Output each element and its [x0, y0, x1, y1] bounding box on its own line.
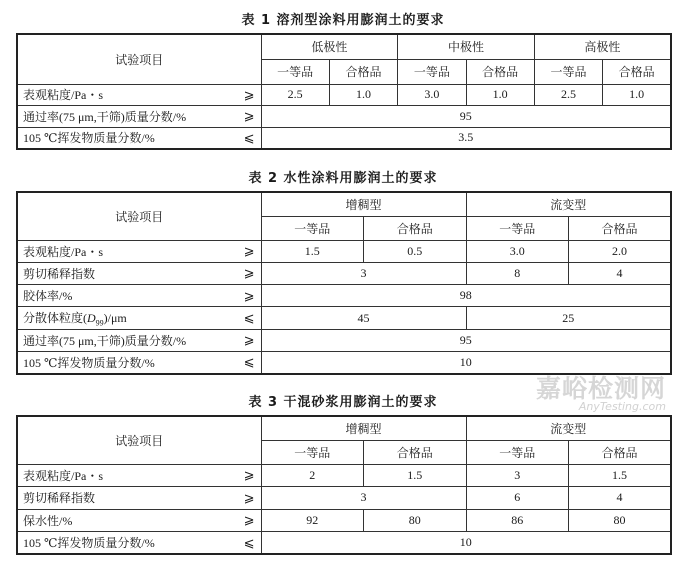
- row-label-content: [23, 265, 240, 282]
- row-label-text: 105 ℃挥发物质量分数/%: [23, 355, 155, 370]
- group-header: 中极性: [398, 34, 535, 59]
- value-cell: 95: [261, 106, 671, 128]
- row-label: [17, 307, 261, 329]
- comparison-operator: ⩾: [243, 512, 255, 528]
- row-label-content: [23, 467, 240, 484]
- row-label-text: 通过率(75 μm,干筛)质量分数/%: [23, 109, 187, 124]
- row-label-wrap: [23, 108, 255, 125]
- watermark-en: AnyTesting.com: [578, 400, 666, 413]
- value-cell: 1.0: [603, 84, 671, 106]
- table-row: [17, 464, 671, 487]
- row-label-text: 剪切稀释指数: [23, 491, 96, 506]
- table-row: [17, 240, 671, 262]
- table-row: [17, 487, 671, 510]
- row-label: [17, 262, 261, 284]
- value-cell: 95: [261, 329, 671, 351]
- watermark-cn: 嘉峪检测网: [535, 374, 666, 403]
- value-cell: 80: [569, 509, 672, 532]
- value-cell: 98: [261, 285, 671, 307]
- grade-header: 一等品: [261, 440, 364, 464]
- value-cell: 3.0: [466, 240, 569, 262]
- table-row: [17, 509, 671, 532]
- value-cell: 6: [466, 487, 569, 510]
- row-label-content: [23, 354, 240, 371]
- row-label-text: 105 ℃挥发物质量分数/%: [23, 536, 155, 550]
- comparison-operator: ⩾: [243, 489, 255, 505]
- grade-header: 合格品: [364, 440, 467, 464]
- comparison-operator: ⩾: [243, 332, 255, 348]
- table-row: [17, 532, 671, 555]
- comparison-operator: ⩽: [243, 534, 255, 550]
- value-cell: 0.5: [364, 240, 467, 262]
- value-cell: 3.5: [261, 127, 671, 149]
- grade-header: 合格品: [364, 216, 467, 240]
- grade-header: 合格品: [603, 59, 671, 84]
- item-header: 试验项目: [17, 192, 261, 240]
- row-label: [17, 240, 261, 262]
- value-cell: 1.0: [466, 84, 534, 106]
- row-label-text: 分散体粒度(: [23, 310, 87, 325]
- value-cell: 2.0: [569, 240, 672, 262]
- table-row: [17, 329, 671, 351]
- row-label-text: 保水性/%: [23, 513, 73, 528]
- item-header: 试验项目: [17, 416, 261, 464]
- grade-header: 一等品: [534, 59, 602, 84]
- group-header: 高极性: [534, 34, 671, 59]
- row-label-suffix: )/μm: [103, 310, 127, 325]
- row-label: [17, 127, 261, 149]
- grade-header: 一等品: [466, 216, 569, 240]
- row-label: [17, 509, 261, 532]
- value-cell: 3.0: [398, 84, 466, 106]
- row-label-wrap: [23, 534, 255, 551]
- row-label-content: [23, 243, 240, 260]
- comparison-operator: ⩽: [243, 310, 255, 326]
- row-label-wrap: [23, 243, 255, 260]
- value-cell: 3: [261, 487, 466, 510]
- comparison-operator: ⩾: [243, 243, 255, 259]
- value-cell: 1.0: [329, 84, 397, 106]
- grade-header: 一等品: [466, 440, 569, 464]
- group-header: 增稠型: [261, 192, 466, 216]
- table-row: [17, 351, 671, 373]
- table-title: 表 3 干混砂浆用膨润土的要求: [248, 395, 438, 410]
- comparison-operator: ⩾: [243, 467, 255, 483]
- row-label: [17, 329, 261, 351]
- row-label-wrap: [23, 265, 255, 282]
- row-label-text: 表观粘度/Pa・s: [23, 88, 104, 103]
- row-label-content: [23, 512, 240, 529]
- row-label-content: [23, 108, 240, 125]
- value-cell: 2.5: [261, 84, 329, 106]
- value-cell: 3: [261, 262, 466, 284]
- row-label-wrap: [23, 512, 255, 529]
- row-label-text: 105 ℃挥发物质量分数/%: [23, 131, 155, 145]
- row-label-text: 表观粘度/Pa・s: [23, 468, 104, 483]
- row-label-wrap: [23, 309, 255, 327]
- row-label-content: [23, 129, 240, 146]
- group-header: 流变型: [466, 192, 671, 216]
- value-cell: 2.5: [534, 84, 602, 106]
- requirements-table-3: [16, 415, 672, 555]
- comparison-operator: ⩾: [243, 108, 255, 124]
- row-label-text: 通过率(75 μm,干筛)质量分数/%: [23, 333, 187, 348]
- row-label-text: 表观粘度/Pa・s: [23, 244, 104, 259]
- row-label-wrap: [23, 489, 255, 506]
- row-label-content: [23, 534, 240, 551]
- value-cell: 10: [261, 351, 671, 373]
- group-header: 低极性: [261, 34, 398, 59]
- value-cell: 45: [261, 307, 466, 329]
- row-label-wrap: [23, 287, 255, 304]
- value-cell: 25: [466, 307, 671, 329]
- row-label-subscript: 99: [95, 318, 104, 328]
- row-label-content: [23, 287, 240, 304]
- row-label: [17, 351, 261, 373]
- grade-header: 合格品: [569, 216, 672, 240]
- value-cell: 1.5: [364, 464, 467, 487]
- row-label-wrap: [23, 129, 255, 146]
- grade-header: 合格品: [329, 59, 397, 84]
- row-label-wrap: [23, 332, 255, 349]
- table-row: [17, 106, 671, 128]
- row-label: [17, 487, 261, 510]
- row-label: [17, 84, 261, 106]
- grade-header: 一等品: [398, 59, 466, 84]
- row-label-content: [23, 86, 240, 103]
- header-row-groups: [17, 34, 671, 59]
- group-header: 流变型: [466, 416, 671, 440]
- table-title: 表 1 溶剂型涂料用膨润土的要求: [241, 13, 445, 28]
- item-header: 试验项目: [17, 34, 261, 84]
- comparison-operator: ⩾: [243, 287, 255, 303]
- comparison-operator: ⩾: [243, 265, 255, 281]
- table-row: [17, 84, 671, 106]
- header-row-groups: [17, 416, 671, 440]
- value-cell: 4: [569, 262, 672, 284]
- row-label: [17, 285, 261, 307]
- header-row-groups: [17, 192, 671, 216]
- table-row: [17, 285, 671, 307]
- value-cell: 4: [569, 487, 672, 510]
- row-label-content: [23, 489, 240, 506]
- comparison-operator: ⩾: [243, 86, 255, 102]
- row-label: [17, 106, 261, 128]
- requirements-table-1: [16, 33, 672, 150]
- table-row: [17, 262, 671, 284]
- grade-header: 合格品: [569, 440, 672, 464]
- row-label-symbol: D: [87, 310, 96, 325]
- table-row: [17, 127, 671, 149]
- value-cell: 1.5: [261, 240, 364, 262]
- group-header: 增稠型: [261, 416, 466, 440]
- row-label-wrap: [23, 467, 255, 484]
- value-cell: 86: [466, 509, 569, 532]
- value-cell: 1.5: [569, 464, 672, 487]
- value-cell: 10: [261, 532, 671, 555]
- row-label-text: 剪切稀释指数: [23, 266, 96, 281]
- value-cell: 8: [466, 262, 569, 284]
- row-label-content: [23, 309, 240, 327]
- row-label: [17, 464, 261, 487]
- comparison-operator: ⩽: [243, 129, 255, 145]
- value-cell: 3: [466, 464, 569, 487]
- row-label-content: [23, 332, 240, 349]
- table-title: 表 2 水性涂料用膨润土的要求: [248, 171, 438, 186]
- value-cell: 80: [364, 509, 467, 532]
- requirements-table-2: [16, 191, 672, 375]
- grade-header: 一等品: [261, 216, 364, 240]
- comparison-operator: ⩽: [243, 354, 255, 370]
- row-label-wrap: [23, 354, 255, 371]
- row-label: [17, 532, 261, 555]
- row-label-wrap: [23, 86, 255, 103]
- row-label-text: 胶体率/%: [23, 289, 73, 304]
- value-cell: 92: [261, 509, 364, 532]
- grade-header: 合格品: [466, 59, 534, 84]
- value-cell: 2: [261, 464, 364, 487]
- grade-header: 一等品: [261, 59, 329, 84]
- table-row: [17, 307, 671, 329]
